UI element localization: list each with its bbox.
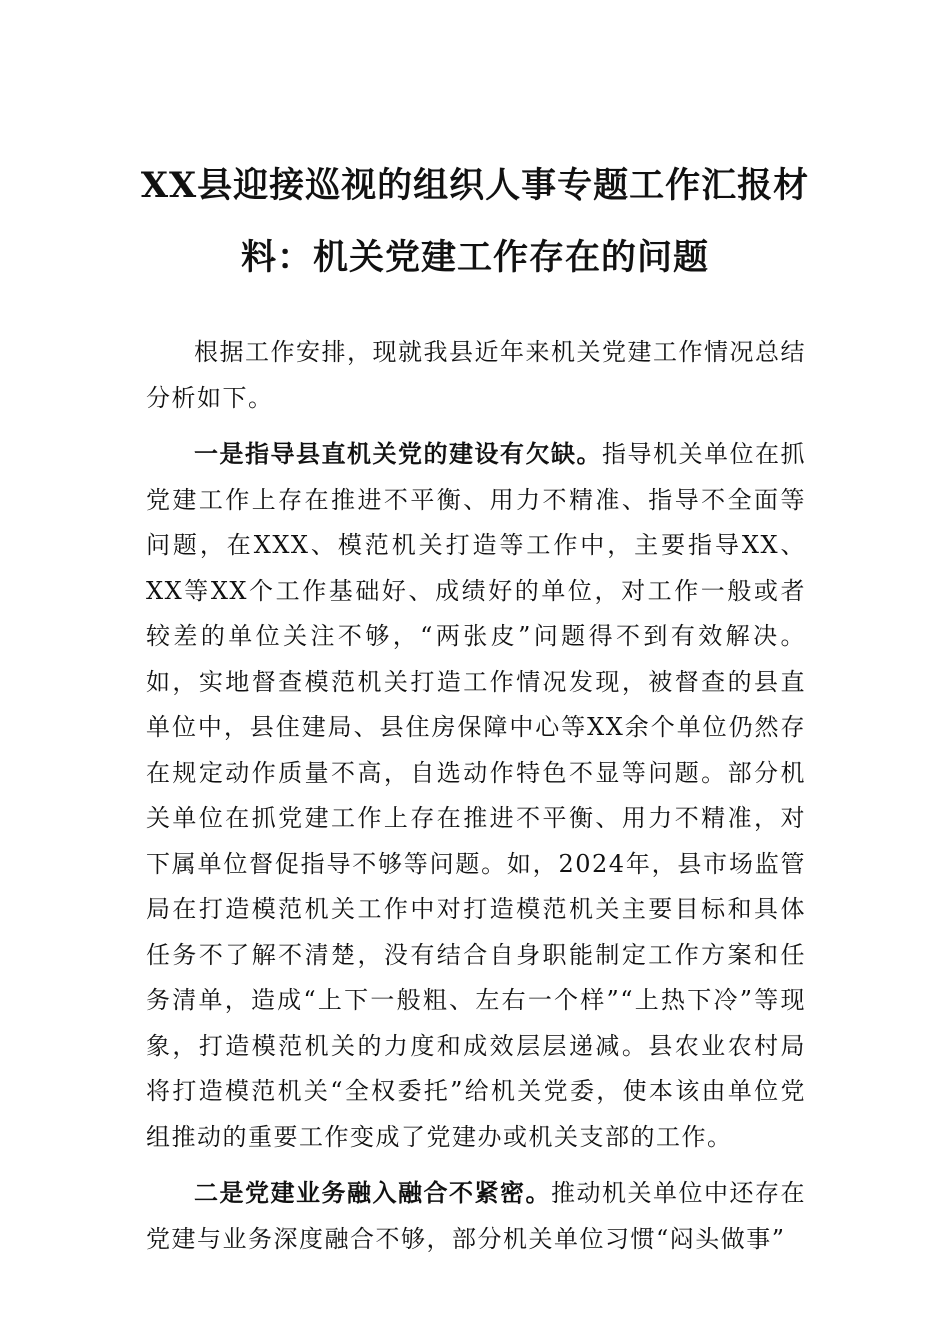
section-lead-2: 二是党建业务融入融合不紧密。 [194, 1178, 551, 1207]
intro-paragraph: 根据工作安排，现就我县近年来机关党建工作情况总结分析如下。 [146, 338, 806, 412]
section-paragraph-2 [146, 1170, 806, 1262]
section-paragraph-1 [146, 431, 806, 1160]
document-title: XX县迎接巡视的组织人事专题工作汇报材料：机关党建工作存在的问题 [140, 165, 810, 278]
section-text-2: 推动机关单位中还存在党建与业务深度融合不够，部分机关单位习惯“闷头做事” [146, 1179, 806, 1253]
section-lead-1: 一是指导县直机关党的建设有欠缺。 [194, 439, 602, 468]
section-text-1: 指导机关单位在抓党建工作上存在推进不平衡、用力不精准、指导不全面等问题，在XXX、模范机关打造等工作中，主要指导XX、XX等XX个工作基础好、成绩好的单位，对工作一般或者较差的单位关注不够，“两张皮”问题得不到有效解决。如，实地督查模范机关打造工作情况发现，被督查的县直单位中，县住建局、县住房保障中心等XX余个单位仍然存在规定动作质量不高，自选动作特色不显等问题。部分机关单位在抓党建工作上存在推进不平衡、用力不精准，对下属单位督促指导不够等问题。如，2024年，县市场监管局在打造模范机关工作中对打造模范机关主要目标和具体任务不了解不清楚，没有结合自身职能制定工作方案和任务清单，造成“上下一般粗、左右一个样”“上热下冷”等现象，打造模范机关的力度和成效层层递减。县农业农村局将打造模范机关“全权委托”给机关党委，使本该由单位党组推动的重要工作变成了党建办或机关支部的工作。 [146, 440, 806, 1151]
document-body [146, 330, 806, 1272]
